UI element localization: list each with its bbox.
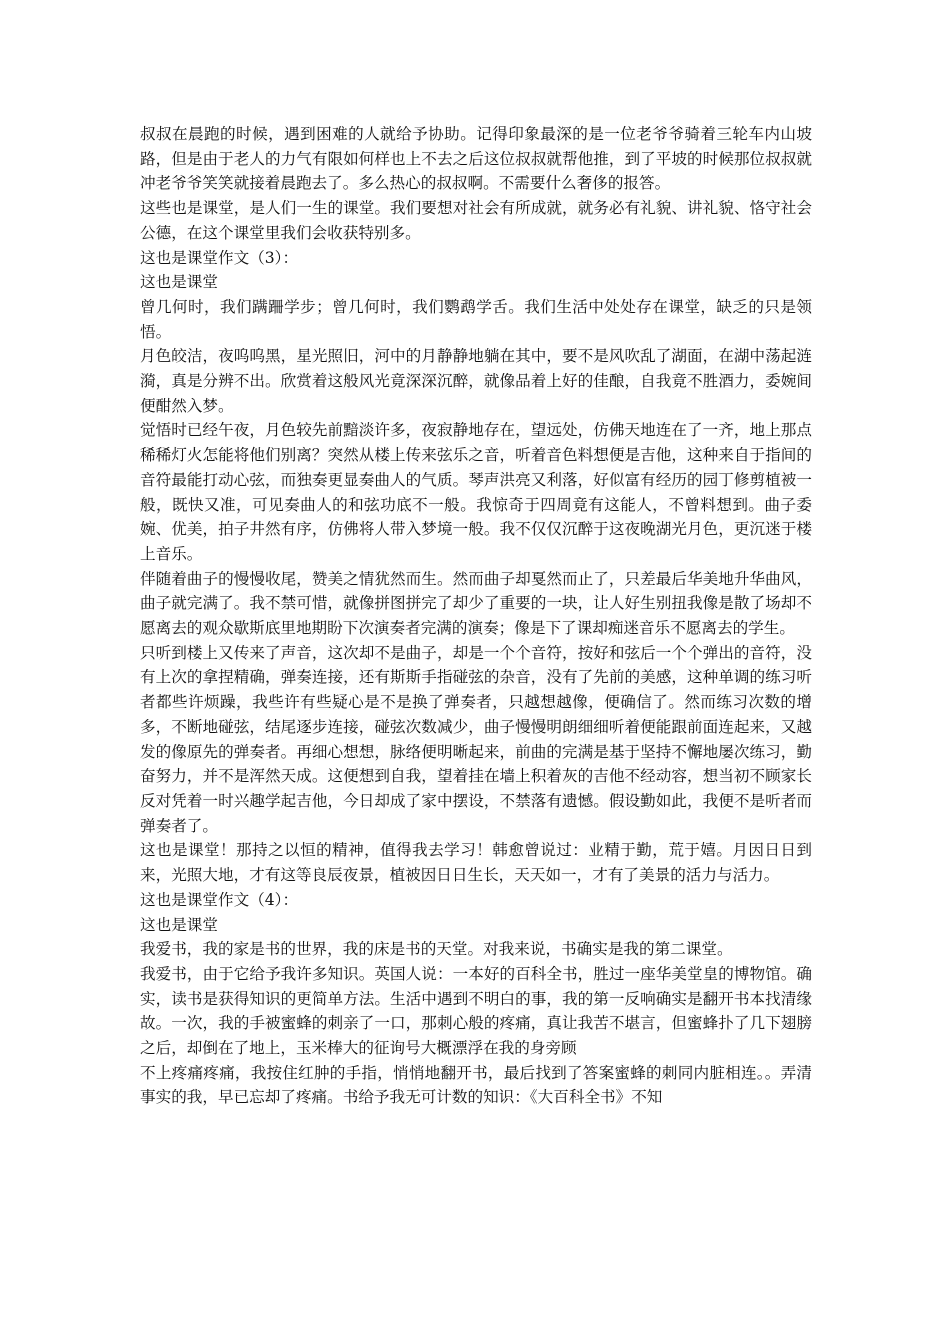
paragraph: 叔叔在晨跑的时候，遇到困难的人就给予协助。记得印象最深的是一位老爷爷骑着三轮车内山坡路，但是由于老人的力气有限如何样也上不去之后这位叔叔就帮他推，到了平坡的时候那位叔叔就冲老爷爷笑笑就接着晨跑去了。多么热心的叔叔啊。不需要什么奢侈的报答。	[140, 125, 812, 193]
paragraph: 这也是课堂作文（4）：	[140, 890, 299, 909]
section-title: 这也是课堂	[140, 273, 218, 292]
paragraph: 只听到楼上又传来了声音，这次却不是曲子，却是一个个音符，按好和弦后一个个弹出的音符，没有上次的拿捏精确，弹奏连接，还有斯斯手指碰弦的杂音，没有了先前的美感，这种单调的练习听者都些许烦躁，我些许有些疑心是不是换了弹奏者，只越想越像，便确信了。然而练习次数的增多，不断地碰弦，结尾逐步连接，碰弦次数减少，曲子慢慢明朗细细听着便能跟前面连起来，又越发的像原先的弹奏者。再细心想想，脉络便明晰起来，前曲的完满是基于坚持不懈地屡次练习，勤奋努力，并不是浑然天成。这便想到自我，望着挂在墙上积着灰的吉他不经动容，想当初不顾家长反对凭着一时兴趣学起吉他，今日却成了家中摆设，不禁落有遗憾。假设勤如此，我便不是听者而弹奏者了。	[140, 643, 812, 835]
paragraph: 这也是课堂！那持之以恒的精神，值得我去学习！韩愈曾说过：业精于勤，荒于嬉。月因日日到来，光照大地，才有这等良辰夜景，植被因日日生长，天天如一，才有了美景的活力与活力。	[140, 841, 812, 885]
paragraph: 不上疼痛疼痛，我按住红肿的手指，悄悄地翻开书，最后找到了答案蜜蜂的刺同内脏相连。。弄清事实的我，早已忘却了疼痛。书给予我无可计数的知识：《大百科全书》不知	[140, 1063, 812, 1107]
paragraph: 曾几何时，我们蹒跚学步；曾几何时，我们鹦鹉学舌。我们生活中处处存在课堂，缺乏的只是领悟。	[140, 297, 812, 341]
paragraph: 伴随着曲子的慢慢收尾，赞美之情犹然而生。然而曲子却戛然而止了，只差最后华美地升华曲风，曲子就完满了。我不禁可惜，就像拼图拼完了却少了重要的一块，让人好生别扭我像是散了场却不愿离去的观众歇斯底里地期盼下次演奏者完满的演奏；像是下了课却痴迷音乐不愿离去的学生。	[140, 569, 812, 638]
paragraph: 这些也是课堂，是人们一生的课堂。我们要想对社会有所成就，就务必有礼貌、讲礼貌、恪守社会公德，在这个课堂里我们会收获特别多。	[140, 199, 812, 242]
section-title: 这也是课堂	[140, 915, 218, 934]
paragraph: 我爱书，由于它给予我许多知识。英国人说：一本好的百科全书，胜过一座华美堂皇的博物馆。确实，读书是获得知识的更简单方法。生活中遇到不明白的事，我的第一反响确实是翻开书本找清缘故。一次，我的手被蜜蜂的刺亲了一口，那刺心般的疼痛，真让我苦不堪言，但蜜蜂扑了几下翅膀之后，却倒在了地上，玉米棒大的征询号大概漂浮在我的身旁顾	[140, 964, 812, 1058]
paragraph: 我爱书，我的家是书的世界，我的床是书的天堂。对我来说，书确实是我的第二课堂。	[140, 940, 733, 959]
document-body	[140, 122, 812, 1110]
paragraph: 这也是课堂作文（3）：	[140, 248, 299, 267]
paragraph: 觉悟时已经午夜，月色较先前黯淡许多，夜寂静地存在，望远处，仿佛天地连在了一齐，地上那点稀稀灯火怎能将他们别离？突然从楼上传来弦乐之音，听着音色料想便是吉他，这种来自于指间的音符最能打动心弦，而独奏更显奏曲人的气质。琴声洪亮又利落，好似富有经历的园丁修剪植被一般，既快又准，可见奏曲人的和弦功底不一般。我惊奇于四周竟有这能人，不曾料想到。曲子委婉、优美，拍子井然有序，仿佛将人带入梦境一般。我不仅仅沉醉于这夜晚湖光月色，更沉迷于楼上音乐。	[140, 421, 812, 563]
paragraph: 月色皎洁，夜呜呜黑，星光照旧，河中的月静静地躺在其中，要不是风吹乱了湖面，在湖中荡起涟漪，真是分辨不出。欣赏着这般风光竟深深沉醉，就像品着上好的佳酿，自我竟不胜酒力，委婉间便酣然入梦。	[140, 347, 812, 415]
